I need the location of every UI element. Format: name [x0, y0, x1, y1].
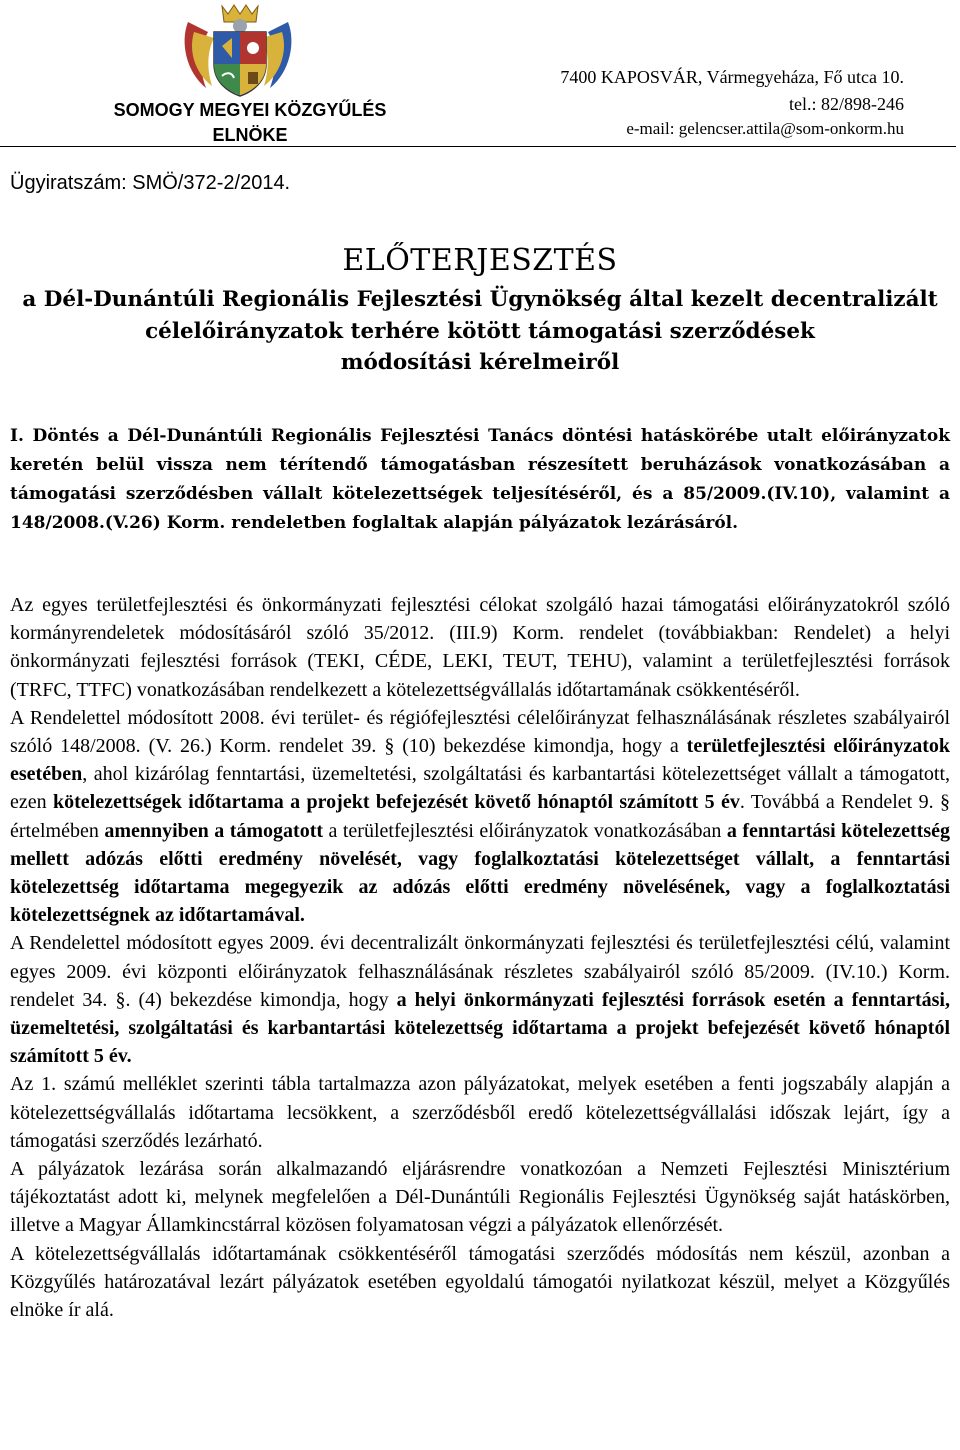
title-sub-1: a Dél-Dunántúli Regionális Fejlesztési Ügynökség által kezelt decentralizált: [22, 287, 938, 312]
paragraph-1: Az egyes területfejlesztési és önkormányzati fejlesztési célokat szolgáló hazai támogatási előirányzatokról szóló kormányrendeletek módosításáról szóló 35/2012. (III.9) Korm. rendelet (továbbiakban: Rendelet) a helyi önkormányzati fejlesztési források (TEKI, CÉDE, LEKI, TEUT, TEHU), valamint a területfejlesztési források (TRFC, TTFC) vonatkozásában rendelkezett a kötelezettségvállalás időtartamának csökkentéséről.: [10, 594, 950, 701]
org-line-2: ELNÖKE: [212, 125, 288, 145]
header-divider: [0, 146, 956, 147]
paragraph-3: A Rendelettel módosított egyes 2009. évi decentralizált önkormányzati fejlesztési és területfejlesztési célú, valamint egyes 2009. évi központi előirányzatok felhasználásának részletes szabályairól szóló 85/2009. (IV.10.) Korm. rendelet 34. §. (4) bekezdése kimondja, hogy a helyi önkormányzati fejlesztési források esetén a fenntartási, üzemeltetési, szolgáltatási és karbantartási kötelezettség időtartama a projekt befejezését követő hónaptól számított 5 év.: [10, 932, 950, 1068]
title-main: ELŐTERJESZTÉS: [342, 243, 618, 278]
org-line-1: SOMOGY MEGYEI KÖZGYŰLÉS: [113, 100, 387, 120]
title-sub-3: módosítási kérelmeiről: [340, 350, 620, 375]
paragraph-6: A kötelezettségvállalás időtartamának csökkentéséről támogatási szerződés módosítás nem készül, azonban a Közgyűlés határozatával lezárt pályázatok esetében egyoldalú támogatói nyilatkozat készül, melyet a Közgyűlés elnöke ír alá.: [10, 1242, 950, 1322]
file-number: Ügyiratszám: SMÖ/372-2/2014.: [10, 172, 291, 194]
phone: tel.: 82/898-246: [789, 94, 904, 114]
section-heading: I. Döntés a Dél-Dunántúli Regionális Fejlesztési Tanács döntési hatáskörébe utalt előirányzatok keretén belül vissza nem térítendő támogatásban részesített beruházások vonatkozásában a támogatási szerződésben vállalt kötelezettségek teljesítéséről, és a 85/2009.(IV.10), valamint a 148/2008.(V.26) Korm. rendeletben foglaltak alapján pályázatok lezárásáról.: [10, 426, 950, 533]
contact-block: [560, 64, 904, 140]
paragraph-4: Az 1. számú melléklet szerinti tábla tartalmazza azon pályázatokat, melyek esetében a fenti jogszabály alapján a kötelezettségvállalás időtartama lecsökkent, a szerződésből eredő kötelezettségvállalási időszak lejárt, így a támogatási szerződés lezárható.: [10, 1073, 950, 1152]
email: e-mail: gelencser.attila@som-onkorm.hu: [626, 119, 904, 138]
organization-name: [60, 98, 440, 148]
coat-of-arms-icon: [178, 2, 298, 98]
paragraph-5: A pályázatok lezárása során alkalmazandó eljárásrendre vonatkozóan a Nemzeti Fejlesztési Minisztérium tájékoztatást adott ki, melynek megfelelően a Dél-Dunántúli Regionális Fejlesztési Ügynökség saját hatáskörben, illetve a Magyar Államkincstárral közösen folyamatosan végzi a pályázatok ellenőrzését.: [10, 1158, 950, 1237]
address: 7400 KAPOSVÁR, Vármegyeháza, Fő utca 10.: [560, 67, 904, 87]
title-sub-2: célelőirányzatok terhére kötött támogatási szerződések: [145, 318, 815, 344]
document-title: [0, 238, 960, 379]
body-text: [10, 591, 950, 1324]
paragraph-2: A Rendelettel módosított 2008. évi terület- és régiófejlesztési célelőirányzat felhasználásának részletes szabályairól szóló 148/2008. (V. 26.) Korm. rendelet 39. § (10) bekezdése kimondja, hogy a területfejlesztési előirányzatok esetében, ahol kizárólag fenntartási, üzemeltetési, szolgáltatási és karbantartási kötelezettséget vállalt a támogatott, ezen kötelezettségek időtartama a projekt befejezését követő hónaptól számított 5 év. Továbbá a Rendelet 9. § értelmében amennyiben a támogatott a területfejlesztési előirányzatok vonatkozásában a fenntartási kötelezettség mellett adózás előtti eredmény növelését, vagy foglalkoztatási kötelezettséget vállalt, a fenntartási kötelezettség időtartama megegyezik az adózás előtti eredmény növelésének, vagy a foglalkoztatási kötelezettségnek az időtartamával.: [10, 706, 951, 927]
